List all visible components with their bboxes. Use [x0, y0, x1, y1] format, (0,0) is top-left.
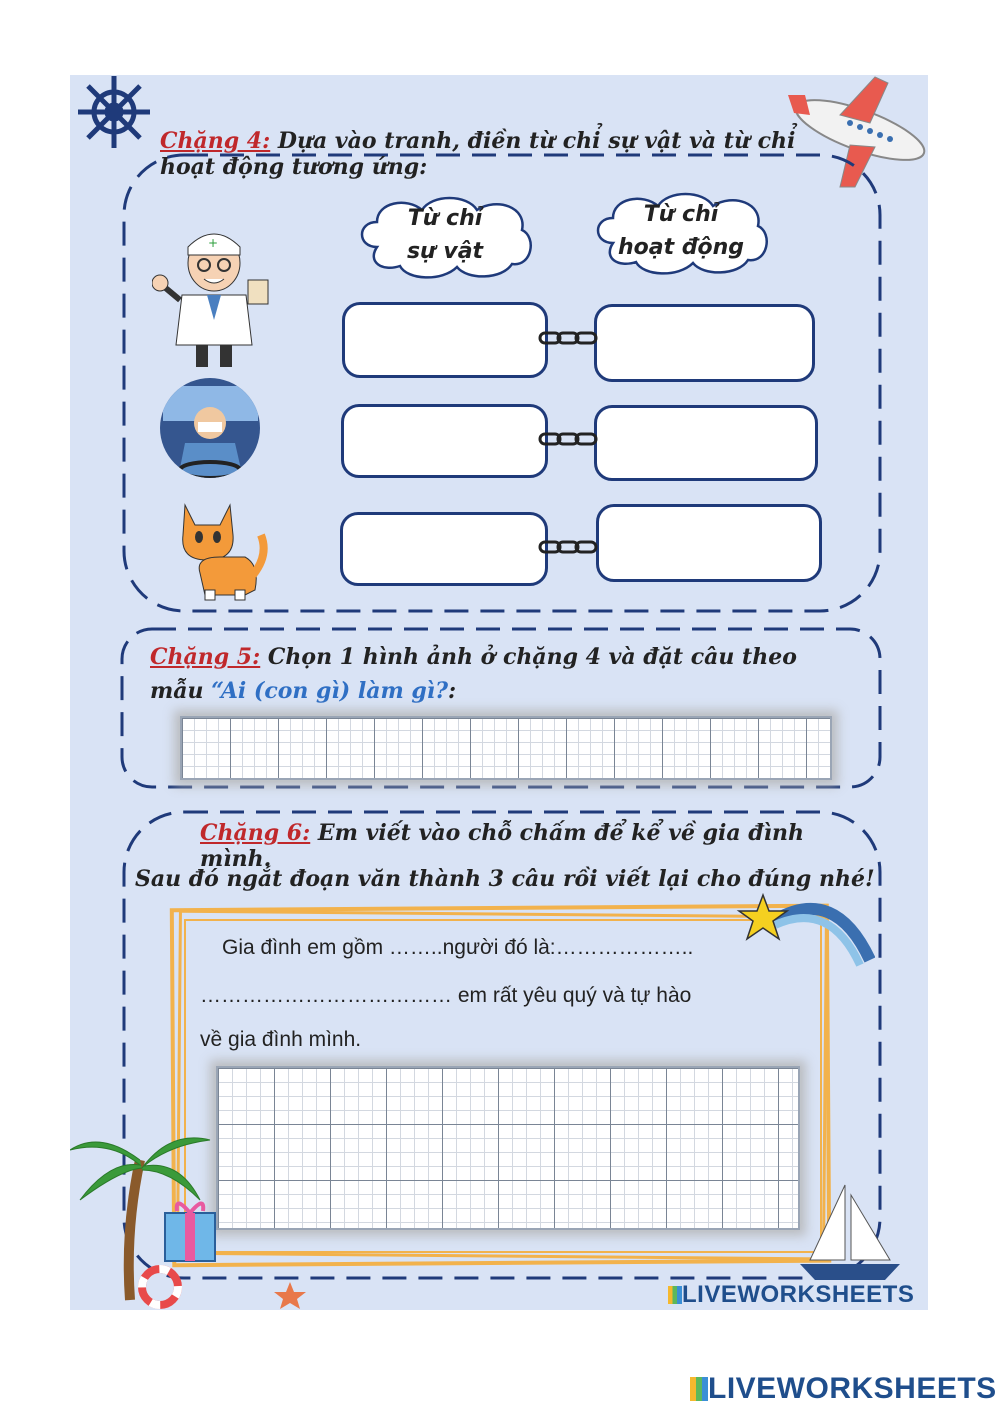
chain-icon [538, 540, 598, 554]
sailboat-icon [795, 1180, 905, 1285]
cloud-things-line1: Từ chỉ [407, 206, 483, 231]
action-box-3[interactable] [596, 504, 822, 582]
stage4-instruction-line1: Dựa vào tranh, điền từ chỉ sự vật và từ chỉ [277, 128, 796, 154]
watermark-outer-text: LIVEWORKSHEETS [708, 1372, 997, 1405]
liveworksheets-logo-icon [668, 1286, 682, 1304]
cloud-actions-line1: Từ chỉ [643, 202, 719, 227]
stage4-label: Chặng 4: [160, 128, 271, 154]
stage6-text-line3: về gia đình mình. [200, 1028, 362, 1051]
action-box-2[interactable] [594, 405, 818, 481]
thing-box-3[interactable] [340, 512, 548, 586]
watermark-inner [668, 1281, 914, 1309]
stage6-instruction-1 [200, 820, 880, 873]
stage5-pattern-suffix: : [448, 678, 457, 705]
cat-icon [165, 495, 270, 605]
thing-box-1[interactable] [342, 302, 548, 378]
doctor-icon [152, 225, 277, 370]
action-box-1[interactable] [594, 304, 815, 382]
stage5-instruction-text: Chọn 1 hình ảnh ở chặng 4 và đặt câu theo [267, 644, 797, 670]
stage5-pattern: “Ai (con gì) làm gì? [211, 678, 449, 705]
stage5-instruction [150, 640, 850, 708]
stage6-text-line2: ……………………………… em rất yêu quý và tự hào [200, 984, 692, 1007]
cloud-actions-label [606, 198, 756, 264]
driver-icon [153, 378, 268, 478]
gift-box-icon [155, 1195, 225, 1265]
svg-text:+: + [208, 236, 219, 250]
cloud-things-line2: sự vật [406, 239, 484, 264]
shooting-star-icon [735, 885, 875, 975]
thing-box-2[interactable] [341, 404, 548, 478]
watermark-inner-text: LIVEWORKSHEETS [682, 1281, 915, 1308]
stage4-instruction-line2: hoạt động tương ứng: [160, 154, 428, 181]
stage4-instruction [160, 128, 820, 181]
chain-icon [538, 331, 598, 345]
life-ring-icon [135, 1265, 185, 1310]
stage6-writing-grid[interactable] [216, 1066, 800, 1230]
starfish-icon [270, 1280, 310, 1310]
liveworksheets-logo-icon [690, 1377, 708, 1401]
stage5-writing-grid[interactable] [180, 716, 832, 780]
stage6-text-line1: Gia đình em gồm ……..người đó là:……………….. [222, 936, 694, 959]
chain-icon [538, 432, 598, 446]
stage6-label: Chặng 6: [200, 820, 311, 846]
cloud-actions-line2: hoạt động [617, 235, 745, 260]
stage5-label: Chặng 5: [150, 644, 261, 670]
stage6-instruction-line1: Em viết vào chỗ chấm để kể về gia đình mình. [200, 820, 805, 873]
stage6-instruction-2: Sau đó ngắt đoạn văn thành 3 câu rồi viết lại cho đúng nhé! [135, 866, 875, 892]
cloud-things-label [385, 202, 505, 268]
watermark-outer [690, 1372, 997, 1406]
stage5-pattern-prefix: mẫu [150, 678, 204, 705]
